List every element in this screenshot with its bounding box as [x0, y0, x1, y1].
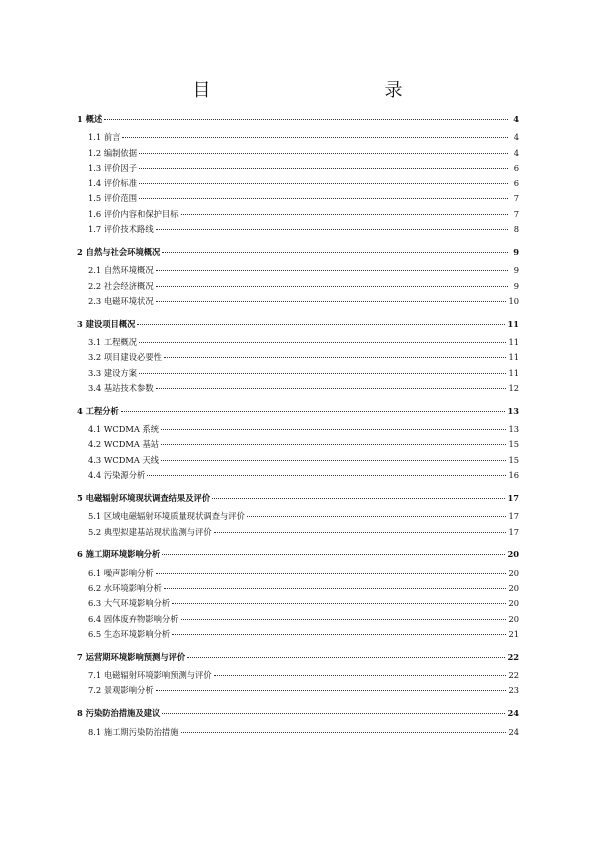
toc-section[interactable]: [77, 294, 519, 309]
toc-dot-leader: [139, 373, 506, 374]
toc-dot-leader: [156, 573, 507, 574]
toc-entry-label: 6.1 噪声影响分析: [88, 567, 154, 578]
toc-dot-leader: [212, 498, 505, 499]
toc-page-number: 15: [508, 439, 519, 450]
toc-page-number: 11: [508, 352, 519, 363]
toc-page-number: 4: [513, 147, 519, 158]
toc-dot-leader: [164, 588, 507, 589]
toc-entry-label: 1.1 前言: [88, 132, 121, 143]
toc-entry-label: 6.2 水环境影响分析: [88, 582, 162, 593]
toc-page-number: 16: [508, 470, 519, 481]
toc-entry-label: 2 自然与社会环境概况: [77, 246, 161, 257]
toc-dot-leader: [187, 657, 505, 658]
toc-section[interactable]: [77, 279, 519, 294]
toc-chapter[interactable]: [77, 491, 519, 506]
toc-dot-leader: [156, 286, 508, 287]
toc-page-number: 20: [508, 582, 519, 593]
toc-page-number: 8: [513, 224, 519, 235]
toc-entry-label: 1 概述: [77, 114, 103, 124]
toc-section[interactable]: [77, 612, 519, 627]
toc-page-number: 4: [513, 114, 519, 124]
toc-entry-label: 7.2 景观影响分析: [88, 685, 154, 696]
toc-entry-label: 5.2 典型拟建基站现状监测与评价: [88, 526, 212, 537]
toc-page-number: 9: [513, 280, 519, 291]
toc-page-number: 6: [513, 162, 519, 173]
toc-section[interactable]: [77, 566, 519, 581]
toc-page-number: 7: [513, 193, 519, 204]
toc-chapter[interactable]: [77, 112, 519, 127]
toc-section[interactable]: [77, 335, 519, 350]
toc-entry-label: 5 电磁辐射环境现状调查结果及评价: [77, 492, 211, 503]
toc-page-number: 22: [508, 670, 519, 681]
toc-page-number: 24: [508, 726, 519, 737]
toc-section[interactable]: [77, 381, 519, 396]
toc-dot-leader: [139, 168, 508, 169]
toc-dot-leader: [162, 252, 508, 253]
toc-dot-leader: [164, 357, 507, 358]
toc-section[interactable]: [77, 725, 519, 740]
toc-entry-label: 3.1 工程概况: [88, 337, 138, 348]
toc-section[interactable]: [77, 453, 519, 468]
toc-entry-label: 8 污染防治措施及建议: [77, 708, 161, 719]
toc-chapter[interactable]: [77, 317, 519, 332]
toc-section[interactable]: [77, 207, 519, 222]
toc-section[interactable]: [77, 668, 519, 683]
toc-page-number: 21: [508, 628, 519, 639]
toc-dot-leader: [172, 634, 506, 635]
toc-entry-label: 2.3 电磁环境状况: [88, 295, 154, 306]
toc-section[interactable]: [77, 683, 519, 698]
toc-section[interactable]: [77, 161, 519, 176]
toc-page-number: 7: [513, 208, 519, 219]
toc-dot-leader: [139, 342, 506, 343]
toc-dot-leader: [181, 732, 507, 733]
toc-dot-leader: [161, 460, 506, 461]
toc-dot-leader: [181, 214, 508, 215]
toc-dot-leader: [214, 675, 507, 676]
toc-entry-label: 1.2 编制依据: [88, 147, 138, 158]
toc-dot-leader: [156, 690, 507, 691]
toc-section[interactable]: [77, 366, 519, 381]
toc-entry-label: 8.1 施工期污染防治措施: [88, 726, 179, 737]
toc-page-number: 17: [508, 526, 519, 537]
toc-dot-leader: [172, 603, 506, 604]
toc-dot-leader: [161, 429, 506, 430]
toc-page-number: 11: [507, 318, 519, 329]
toc-dot-leader: [156, 301, 507, 302]
page-title: 目 录: [192, 80, 449, 101]
toc-entry-label: 7.1 电磁辐射环境影响预测与评价: [88, 670, 212, 681]
toc-dot-leader: [156, 270, 508, 271]
toc-entry-label: 4.1 WCDMA 系统: [88, 424, 160, 435]
toc-page-number: 20: [508, 598, 519, 609]
toc-page-number: 13: [507, 405, 519, 416]
toc-page-number: 20: [507, 549, 519, 560]
toc-entry-label: 7 运营期环境影响预测与评价: [77, 651, 186, 662]
toc-section[interactable]: [77, 263, 519, 278]
toc-entry-label: 4.4 污染源分析: [88, 470, 146, 481]
toc-entry-label: 3.4 基站技术参数: [88, 382, 154, 393]
toc-entry-label: 3 建设项目概况: [77, 318, 136, 329]
toc-entry-label: 1.4 评价标准: [88, 178, 138, 189]
toc-entry-label: 2.2 社会经济概况: [88, 280, 154, 291]
toc-dot-leader: [139, 183, 508, 184]
toc-entry-label: 3.2 项目建设必要性: [88, 352, 162, 363]
toc-page-number: 20: [508, 567, 519, 578]
toc-entry-label: 6 施工期环境影响分析: [77, 549, 161, 560]
toc-entry-label: 1.7 评价技术路线: [88, 224, 154, 235]
toc-page-number: 9: [513, 246, 519, 257]
table-of-contents: [77, 112, 519, 740]
toc-dot-leader: [156, 229, 508, 230]
toc-chapter[interactable]: [77, 650, 519, 665]
toc-dot-leader: [104, 119, 508, 120]
toc-chapter[interactable]: [77, 245, 519, 260]
toc-entry-label: 4.2 WCDMA 基站: [88, 439, 160, 450]
toc-dot-leader: [162, 554, 505, 555]
toc-section[interactable]: [77, 422, 519, 437]
toc-entry-label: 4 工程分析: [77, 405, 119, 416]
toc-chapter[interactable]: [77, 404, 519, 419]
toc-entry-label: 6.3 大气环境影响分析: [88, 598, 171, 609]
toc-entry-label: 5.1 区域电磁辐射环境质量现状调查与评价: [88, 511, 245, 522]
toc-section[interactable]: [77, 596, 519, 611]
toc-entry-label: 1.3 评价因子: [88, 162, 138, 173]
toc-dot-leader: [139, 198, 508, 199]
toc-entry-label: 1.5 评价范围: [88, 193, 138, 204]
toc-dot-leader: [122, 137, 508, 138]
toc-chapter[interactable]: [77, 706, 519, 721]
toc-dot-leader: [121, 411, 506, 412]
toc-entry-label: 2.1 自然环境概况: [88, 265, 154, 276]
toc-page-number: 13: [508, 424, 519, 435]
toc-entry-label: 6.5 生态环境影响分析: [88, 628, 171, 639]
toc-page-number: 11: [508, 367, 519, 378]
toc-section[interactable]: [77, 627, 519, 642]
toc-dot-leader: [137, 324, 505, 325]
toc-section[interactable]: [77, 350, 519, 365]
toc-section[interactable]: [77, 509, 519, 524]
toc-entry-label: 1.6 评价内容和保护目标: [88, 208, 179, 219]
toc-page-number: 4: [513, 132, 519, 143]
toc-section[interactable]: [77, 222, 519, 237]
toc-dot-leader: [247, 516, 507, 517]
toc-section[interactable]: [77, 525, 519, 540]
toc-page-number: 11: [508, 337, 519, 348]
toc-page-number: 6: [513, 178, 519, 189]
toc-page-number: 23: [508, 685, 519, 696]
toc-dot-leader: [156, 388, 507, 389]
toc-page-number: 17: [508, 511, 519, 522]
toc-section[interactable]: [77, 146, 519, 161]
toc-page-number: 15: [508, 454, 519, 465]
toc-dot-leader: [214, 532, 507, 533]
toc-section[interactable]: [77, 437, 519, 452]
toc-page-number: 22: [507, 651, 519, 662]
toc-section[interactable]: [77, 176, 519, 191]
toc-dot-leader: [161, 444, 506, 445]
toc-page-number: 24: [507, 708, 519, 719]
toc-entry-label: 3.3 建设方案: [88, 367, 138, 378]
toc-page-number: 10: [508, 295, 519, 306]
toc-entry-label: 6.4 固体废弃物影响分析: [88, 613, 179, 624]
toc-page-number: 17: [507, 492, 519, 503]
toc-chapter[interactable]: [77, 547, 519, 562]
toc-dot-leader: [181, 619, 507, 620]
toc-section[interactable]: [77, 191, 519, 206]
toc-entry-label: 4.3 WCDMA 天线: [88, 454, 160, 465]
toc-section[interactable]: [77, 468, 519, 483]
toc-page-number: 9: [513, 265, 519, 276]
toc-dot-leader: [147, 475, 506, 476]
toc-page-number: 12: [508, 382, 519, 393]
toc-section[interactable]: [77, 581, 519, 596]
toc-page-number: 20: [508, 613, 519, 624]
toc-dot-leader: [139, 153, 508, 154]
toc-dot-leader: [162, 713, 505, 714]
toc-section[interactable]: [77, 130, 519, 145]
